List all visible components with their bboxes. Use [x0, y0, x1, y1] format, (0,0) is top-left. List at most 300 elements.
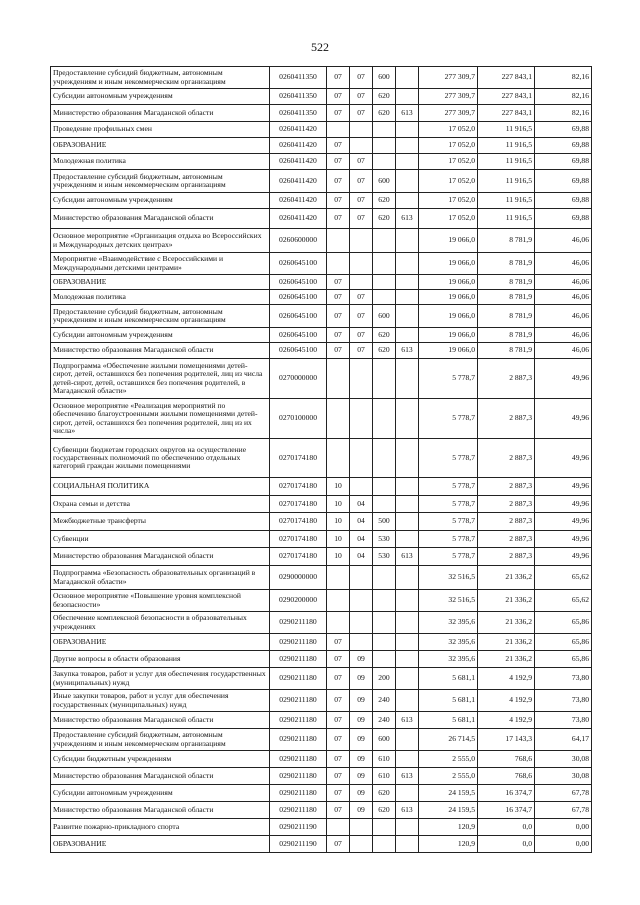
row-csr-cell: 0290200000	[270, 590, 327, 612]
row-name-cell: Охрана семьи и детства	[51, 496, 270, 513]
row-plan-cell: 277 309,7	[419, 67, 478, 89]
row-expense-type-cell	[373, 359, 396, 399]
row-plan-cell: 19 066,0	[419, 275, 478, 290]
row-admin-code-cell	[396, 275, 419, 290]
row-plan-cell: 2 555,0	[419, 768, 478, 785]
row-section-cell: 07	[327, 343, 350, 359]
row-percent-cell: 65,62	[535, 566, 592, 590]
row-admin-code-cell	[396, 305, 419, 328]
table-row	[51, 328, 592, 343]
row-plan-cell: 32 395,6	[419, 634, 478, 651]
row-subsection-cell	[350, 590, 373, 612]
row-subsection-cell	[350, 612, 373, 634]
table-row	[51, 359, 592, 399]
row-expense-type-cell: 500	[373, 513, 396, 531]
row-admin-code-cell	[396, 668, 419, 690]
row-admin-code-cell: 613	[396, 105, 419, 122]
row-name-cell: Министерство образования Магаданской области	[51, 768, 270, 785]
row-subsection-cell: 09	[350, 768, 373, 785]
row-expense-type-cell: 620	[373, 193, 396, 209]
row-csr-cell: 0290211180	[270, 612, 327, 634]
budget-table	[50, 66, 592, 853]
row-actual-cell: 768,6	[478, 768, 535, 785]
row-name-cell: Закупка товаров, работ и услуг для обеспечения государственных (муниципальных) нужд	[51, 668, 270, 690]
row-section-cell	[327, 612, 350, 634]
row-name-cell: Министерство образования Магаданской области	[51, 802, 270, 819]
row-actual-cell: 21 336,2	[478, 590, 535, 612]
row-actual-cell: 11 916,5	[478, 154, 535, 170]
row-expense-type-cell	[373, 836, 396, 853]
row-actual-cell: 16 374,7	[478, 802, 535, 819]
row-percent-cell: 82,16	[535, 67, 592, 89]
row-csr-cell: 0260645100	[270, 343, 327, 359]
table-row	[51, 170, 592, 193]
table-row	[51, 802, 592, 819]
row-name-cell: Министерство образования Магаданской области	[51, 548, 270, 566]
row-actual-cell: 21 336,2	[478, 651, 535, 668]
row-actual-cell: 2 887,3	[478, 439, 535, 478]
row-section-cell: 07	[327, 729, 350, 751]
table-row	[51, 548, 592, 566]
table-row	[51, 154, 592, 170]
row-subsection-cell: 07	[350, 328, 373, 343]
row-expense-type-cell	[373, 590, 396, 612]
row-plan-cell: 24 159,5	[419, 802, 478, 819]
row-name-cell: Молодежная политика	[51, 290, 270, 305]
row-actual-cell: 21 336,2	[478, 612, 535, 634]
table-row	[51, 634, 592, 651]
row-section-cell: 10	[327, 478, 350, 496]
row-csr-cell: 0290211180	[270, 751, 327, 768]
row-name-cell: Субсидии бюджетным учреждениям	[51, 751, 270, 768]
budget-table-body	[51, 67, 592, 853]
row-subsection-cell: 07	[350, 89, 373, 105]
row-name-cell: Предоставление субсидий бюджетным, автономным учреждениям и иным некоммерческим организациям	[51, 729, 270, 751]
row-expense-type-cell	[373, 819, 396, 836]
row-admin-code-cell	[396, 439, 419, 478]
row-name-cell: Подпрограмма «Безопасность образовательных организаций в Магаданской области»	[51, 566, 270, 590]
row-subsection-cell: 09	[350, 690, 373, 712]
row-admin-code-cell	[396, 634, 419, 651]
row-plan-cell: 5 681,1	[419, 690, 478, 712]
row-plan-cell: 2 555,0	[419, 751, 478, 768]
row-subsection-cell: 07	[350, 67, 373, 89]
row-subsection-cell: 04	[350, 513, 373, 531]
row-plan-cell: 19 066,0	[419, 229, 478, 253]
row-percent-cell: 82,16	[535, 105, 592, 122]
row-plan-cell: 32 395,6	[419, 612, 478, 634]
row-percent-cell: 49,96	[535, 478, 592, 496]
row-section-cell: 07	[327, 836, 350, 853]
row-admin-code-cell	[396, 590, 419, 612]
row-admin-code-cell	[396, 193, 419, 209]
row-csr-cell: 0270174180	[270, 513, 327, 531]
row-expense-type-cell: 600	[373, 729, 396, 751]
row-actual-cell: 227 843,1	[478, 67, 535, 89]
row-plan-cell: 32 516,5	[419, 590, 478, 612]
row-csr-cell: 0260411420	[270, 122, 327, 138]
row-subsection-cell	[350, 359, 373, 399]
row-subsection-cell	[350, 253, 373, 275]
row-actual-cell: 227 843,1	[478, 105, 535, 122]
row-percent-cell: 69,88	[535, 209, 592, 229]
row-percent-cell: 65,86	[535, 651, 592, 668]
row-admin-code-cell	[396, 819, 419, 836]
row-percent-cell: 73,80	[535, 712, 592, 729]
table-row	[51, 612, 592, 634]
row-subsection-cell: 09	[350, 802, 373, 819]
row-section-cell	[327, 399, 350, 439]
row-section-cell: 10	[327, 531, 350, 548]
row-plan-cell: 277 309,7	[419, 105, 478, 122]
row-admin-code-cell	[396, 531, 419, 548]
row-csr-cell: 0290000000	[270, 566, 327, 590]
row-percent-cell: 67,78	[535, 785, 592, 802]
row-csr-cell: 0290211180	[270, 668, 327, 690]
table-row	[51, 836, 592, 853]
row-subsection-cell	[350, 122, 373, 138]
row-csr-cell: 0290211190	[270, 836, 327, 853]
row-percent-cell: 69,88	[535, 154, 592, 170]
row-percent-cell: 46,06	[535, 253, 592, 275]
row-section-cell	[327, 229, 350, 253]
row-name-cell: Молодежная политика	[51, 154, 270, 170]
row-expense-type-cell	[373, 138, 396, 154]
row-percent-cell: 69,88	[535, 170, 592, 193]
row-section-cell: 07	[327, 290, 350, 305]
row-actual-cell: 0,0	[478, 836, 535, 853]
row-name-cell: ОБРАЗОВАНИЕ	[51, 634, 270, 651]
row-plan-cell: 19 066,0	[419, 343, 478, 359]
row-admin-code-cell	[396, 89, 419, 105]
row-admin-code-cell	[396, 290, 419, 305]
row-section-cell	[327, 359, 350, 399]
row-name-cell: Предоставление субсидий бюджетным, автономным учреждениям и иным некоммерческим организациям	[51, 67, 270, 89]
row-actual-cell: 11 916,5	[478, 209, 535, 229]
row-actual-cell: 227 843,1	[478, 89, 535, 105]
row-csr-cell: 0260600000	[270, 229, 327, 253]
row-name-cell: Министерство образования Магаданской области	[51, 343, 270, 359]
row-name-cell: Субсидии автономным учреждениям	[51, 785, 270, 802]
row-csr-cell: 0290211180	[270, 729, 327, 751]
row-expense-type-cell	[373, 496, 396, 513]
row-csr-cell: 0260645100	[270, 275, 327, 290]
row-section-cell: 10	[327, 513, 350, 531]
row-subsection-cell	[350, 399, 373, 439]
row-plan-cell: 5 778,7	[419, 531, 478, 548]
row-admin-code-cell	[396, 138, 419, 154]
row-section-cell	[327, 819, 350, 836]
row-percent-cell: 46,06	[535, 305, 592, 328]
table-row	[51, 89, 592, 105]
row-section-cell: 07	[327, 138, 350, 154]
row-csr-cell: 0260645100	[270, 253, 327, 275]
row-percent-cell: 65,86	[535, 612, 592, 634]
row-admin-code-cell	[396, 651, 419, 668]
row-section-cell: 07	[327, 193, 350, 209]
table-row	[51, 729, 592, 751]
row-expense-type-cell	[373, 612, 396, 634]
row-csr-cell: 0260411350	[270, 67, 327, 89]
row-admin-code-cell	[396, 359, 419, 399]
row-subsection-cell: 07	[350, 343, 373, 359]
row-admin-code-cell	[396, 729, 419, 751]
row-admin-code-cell	[396, 122, 419, 138]
row-actual-cell: 16 374,7	[478, 785, 535, 802]
table-row	[51, 566, 592, 590]
row-plan-cell: 5 681,1	[419, 668, 478, 690]
row-name-cell: Министерство образования Магаданской области	[51, 712, 270, 729]
row-subsection-cell	[350, 566, 373, 590]
row-percent-cell: 65,62	[535, 590, 592, 612]
row-plan-cell: 19 066,0	[419, 290, 478, 305]
row-csr-cell: 0260411420	[270, 193, 327, 209]
row-name-cell: Министерство образования Магаданской области	[51, 105, 270, 122]
row-csr-cell: 0260411420	[270, 170, 327, 193]
row-subsection-cell: 07	[350, 154, 373, 170]
row-csr-cell: 0290211180	[270, 712, 327, 729]
row-actual-cell: 2 887,3	[478, 548, 535, 566]
row-csr-cell: 0270174180	[270, 531, 327, 548]
row-plan-cell: 17 052,0	[419, 209, 478, 229]
row-admin-code-cell	[396, 67, 419, 89]
row-csr-cell: 0260411350	[270, 105, 327, 122]
table-row	[51, 343, 592, 359]
row-expense-type-cell: 240	[373, 690, 396, 712]
table-row	[51, 496, 592, 513]
row-plan-cell: 19 066,0	[419, 328, 478, 343]
row-plan-cell: 17 052,0	[419, 154, 478, 170]
row-percent-cell: 49,96	[535, 496, 592, 513]
row-actual-cell: 11 916,5	[478, 138, 535, 154]
row-plan-cell: 277 309,7	[419, 89, 478, 105]
row-actual-cell: 21 336,2	[478, 566, 535, 590]
row-csr-cell: 0260645100	[270, 305, 327, 328]
table-row	[51, 138, 592, 154]
row-plan-cell: 5 681,1	[419, 712, 478, 729]
row-actual-cell: 768,6	[478, 751, 535, 768]
row-csr-cell: 0270000000	[270, 359, 327, 399]
page-number: 522	[311, 40, 329, 54]
row-percent-cell: 67,78	[535, 802, 592, 819]
row-subsection-cell	[350, 138, 373, 154]
row-percent-cell: 49,96	[535, 513, 592, 531]
row-section-cell	[327, 590, 350, 612]
row-admin-code-cell	[396, 566, 419, 590]
row-csr-cell: 0260411420	[270, 209, 327, 229]
table-row	[51, 253, 592, 275]
row-percent-cell: 64,17	[535, 729, 592, 751]
row-csr-cell: 0290211180	[270, 690, 327, 712]
row-subsection-cell: 09	[350, 668, 373, 690]
row-expense-type-cell	[373, 122, 396, 138]
row-expense-type-cell	[373, 229, 396, 253]
table-row	[51, 305, 592, 328]
row-percent-cell: 49,96	[535, 531, 592, 548]
row-actual-cell: 11 916,5	[478, 122, 535, 138]
table-row	[51, 439, 592, 478]
row-subsection-cell: 07	[350, 105, 373, 122]
row-plan-cell: 26 714,5	[419, 729, 478, 751]
row-plan-cell: 5 778,7	[419, 359, 478, 399]
row-expense-type-cell: 620	[373, 328, 396, 343]
row-expense-type-cell: 620	[373, 105, 396, 122]
row-section-cell: 07	[327, 170, 350, 193]
row-name-cell: Мероприятие «Взаимодействие с Всероссийскими и Международными детскими центрами»	[51, 253, 270, 275]
row-section-cell: 07	[327, 105, 350, 122]
row-actual-cell: 2 887,3	[478, 513, 535, 531]
row-name-cell: ОБРАЗОВАНИЕ	[51, 275, 270, 290]
row-name-cell: ОБРАЗОВАНИЕ	[51, 138, 270, 154]
row-admin-code-cell: 613	[396, 768, 419, 785]
row-name-cell: Иные закупки товаров, работ и услуг для обеспечения государственных (муниципальных) нужд	[51, 690, 270, 712]
row-subsection-cell: 09	[350, 785, 373, 802]
row-name-cell: Субвенции бюджетам городских округов на осуществление государственных полномочий по обеспечению отдельных категорий граждан жилыми помещениями	[51, 439, 270, 478]
row-csr-cell: 0290211190	[270, 819, 327, 836]
row-plan-cell: 17 052,0	[419, 193, 478, 209]
table-row	[51, 399, 592, 439]
row-name-cell: Межбюджетные трансферты	[51, 513, 270, 531]
row-subsection-cell: 04	[350, 548, 373, 566]
row-name-cell: Развитие пожарно-прикладного спорта	[51, 819, 270, 836]
row-plan-cell: 24 159,5	[419, 785, 478, 802]
row-admin-code-cell	[396, 751, 419, 768]
table-row	[51, 67, 592, 89]
row-subsection-cell	[350, 634, 373, 651]
row-expense-type-cell	[373, 154, 396, 170]
row-expense-type-cell	[373, 566, 396, 590]
row-name-cell: Основное мероприятие «Повышение уровня комплексной безопасности»	[51, 590, 270, 612]
row-section-cell: 07	[327, 634, 350, 651]
row-name-cell: Министерство образования Магаданской области	[51, 209, 270, 229]
row-name-cell: Субсидии автономным учреждениям	[51, 89, 270, 105]
row-actual-cell: 4 192,9	[478, 668, 535, 690]
row-actual-cell: 8 781,9	[478, 275, 535, 290]
row-subsection-cell	[350, 275, 373, 290]
row-subsection-cell: 09	[350, 729, 373, 751]
row-name-cell: Основное мероприятие «Организация отдыха во Всероссийских и Международных детских центрах»	[51, 229, 270, 253]
row-plan-cell: 5 778,7	[419, 399, 478, 439]
row-name-cell: Субсидии автономным учреждениям	[51, 193, 270, 209]
row-subsection-cell: 07	[350, 209, 373, 229]
row-percent-cell: 69,88	[535, 122, 592, 138]
row-section-cell	[327, 566, 350, 590]
row-percent-cell: 65,86	[535, 634, 592, 651]
row-csr-cell: 0290211180	[270, 651, 327, 668]
table-row	[51, 275, 592, 290]
row-admin-code-cell	[396, 399, 419, 439]
row-admin-code-cell: 613	[396, 548, 419, 566]
row-percent-cell: 49,96	[535, 359, 592, 399]
row-subsection-cell: 07	[350, 305, 373, 328]
row-section-cell: 07	[327, 328, 350, 343]
row-plan-cell: 32 395,6	[419, 651, 478, 668]
row-percent-cell: 82,16	[535, 89, 592, 105]
row-csr-cell: 0260645100	[270, 328, 327, 343]
row-name-cell: Основное мероприятие «Реализация мероприятий по обеспечению благоустроенными жилыми помещениями детей-сирот, детей, оставшихся без попечения родителей, лиц из их числа»	[51, 399, 270, 439]
row-subsection-cell: 09	[350, 712, 373, 729]
row-actual-cell: 11 916,5	[478, 170, 535, 193]
row-admin-code-cell	[396, 170, 419, 193]
row-admin-code-cell: 613	[396, 209, 419, 229]
row-section-cell: 07	[327, 802, 350, 819]
row-name-cell: Субсидии автономным учреждениям	[51, 328, 270, 343]
table-row	[51, 105, 592, 122]
row-subsection-cell	[350, 478, 373, 496]
row-admin-code-cell	[396, 478, 419, 496]
row-admin-code-cell	[396, 496, 419, 513]
table-row	[51, 531, 592, 548]
row-subsection-cell: 04	[350, 531, 373, 548]
row-admin-code-cell: 613	[396, 712, 419, 729]
row-name-cell: Другие вопросы в области образования	[51, 651, 270, 668]
row-percent-cell: 0,00	[535, 836, 592, 853]
row-actual-cell: 8 781,9	[478, 343, 535, 359]
row-csr-cell: 0260411420	[270, 138, 327, 154]
row-percent-cell: 46,06	[535, 229, 592, 253]
row-subsection-cell: 09	[350, 751, 373, 768]
row-subsection-cell: 04	[350, 496, 373, 513]
table-row	[51, 712, 592, 729]
row-plan-cell: 32 516,5	[419, 566, 478, 590]
row-expense-type-cell	[373, 290, 396, 305]
row-expense-type-cell: 600	[373, 170, 396, 193]
row-admin-code-cell: 613	[396, 802, 419, 819]
row-section-cell: 07	[327, 690, 350, 712]
row-name-cell: Обеспечение комплексной безопасности в образовательных учреждениях	[51, 612, 270, 634]
row-subsection-cell	[350, 819, 373, 836]
row-plan-cell: 5 778,7	[419, 513, 478, 531]
row-admin-code-cell	[396, 785, 419, 802]
row-plan-cell: 19 066,0	[419, 253, 478, 275]
row-section-cell: 07	[327, 89, 350, 105]
row-name-cell: Подпрограмма «Обеспечение жилыми помещениями детей-сирот, детей, оставшихся без попечения родителей, лиц из числа детей-сирот, детей, оставшихся без попечения родителей, в Магаданской области»	[51, 359, 270, 399]
row-section-cell: 07	[327, 305, 350, 328]
row-csr-cell: 0270100000	[270, 399, 327, 439]
row-csr-cell: 0260411350	[270, 89, 327, 105]
row-actual-cell: 17 143,3	[478, 729, 535, 751]
row-expense-type-cell	[373, 253, 396, 275]
table-row	[51, 768, 592, 785]
row-section-cell	[327, 439, 350, 478]
row-percent-cell: 30,08	[535, 768, 592, 785]
row-actual-cell: 2 887,3	[478, 531, 535, 548]
row-section-cell	[327, 253, 350, 275]
row-expense-type-cell: 610	[373, 768, 396, 785]
row-plan-cell: 5 778,7	[419, 548, 478, 566]
row-name-cell: Предоставление субсидий бюджетным, автономным учреждениям и иным некоммерческим организациям	[51, 170, 270, 193]
row-percent-cell: 46,06	[535, 328, 592, 343]
row-name-cell: СОЦИАЛЬНАЯ ПОЛИТИКА	[51, 478, 270, 496]
row-actual-cell: 2 887,3	[478, 359, 535, 399]
row-subsection-cell	[350, 439, 373, 478]
table-row	[51, 513, 592, 531]
row-section-cell: 07	[327, 712, 350, 729]
row-admin-code-cell: 613	[396, 343, 419, 359]
row-expense-type-cell: 530	[373, 531, 396, 548]
row-section-cell: 07	[327, 751, 350, 768]
row-subsection-cell	[350, 229, 373, 253]
row-admin-code-cell	[396, 836, 419, 853]
row-subsection-cell: 07	[350, 193, 373, 209]
row-actual-cell: 4 192,9	[478, 712, 535, 729]
row-subsection-cell: 09	[350, 651, 373, 668]
table-row	[51, 668, 592, 690]
row-percent-cell: 69,88	[535, 138, 592, 154]
row-plan-cell: 19 066,0	[419, 305, 478, 328]
row-expense-type-cell	[373, 439, 396, 478]
table-row	[51, 478, 592, 496]
